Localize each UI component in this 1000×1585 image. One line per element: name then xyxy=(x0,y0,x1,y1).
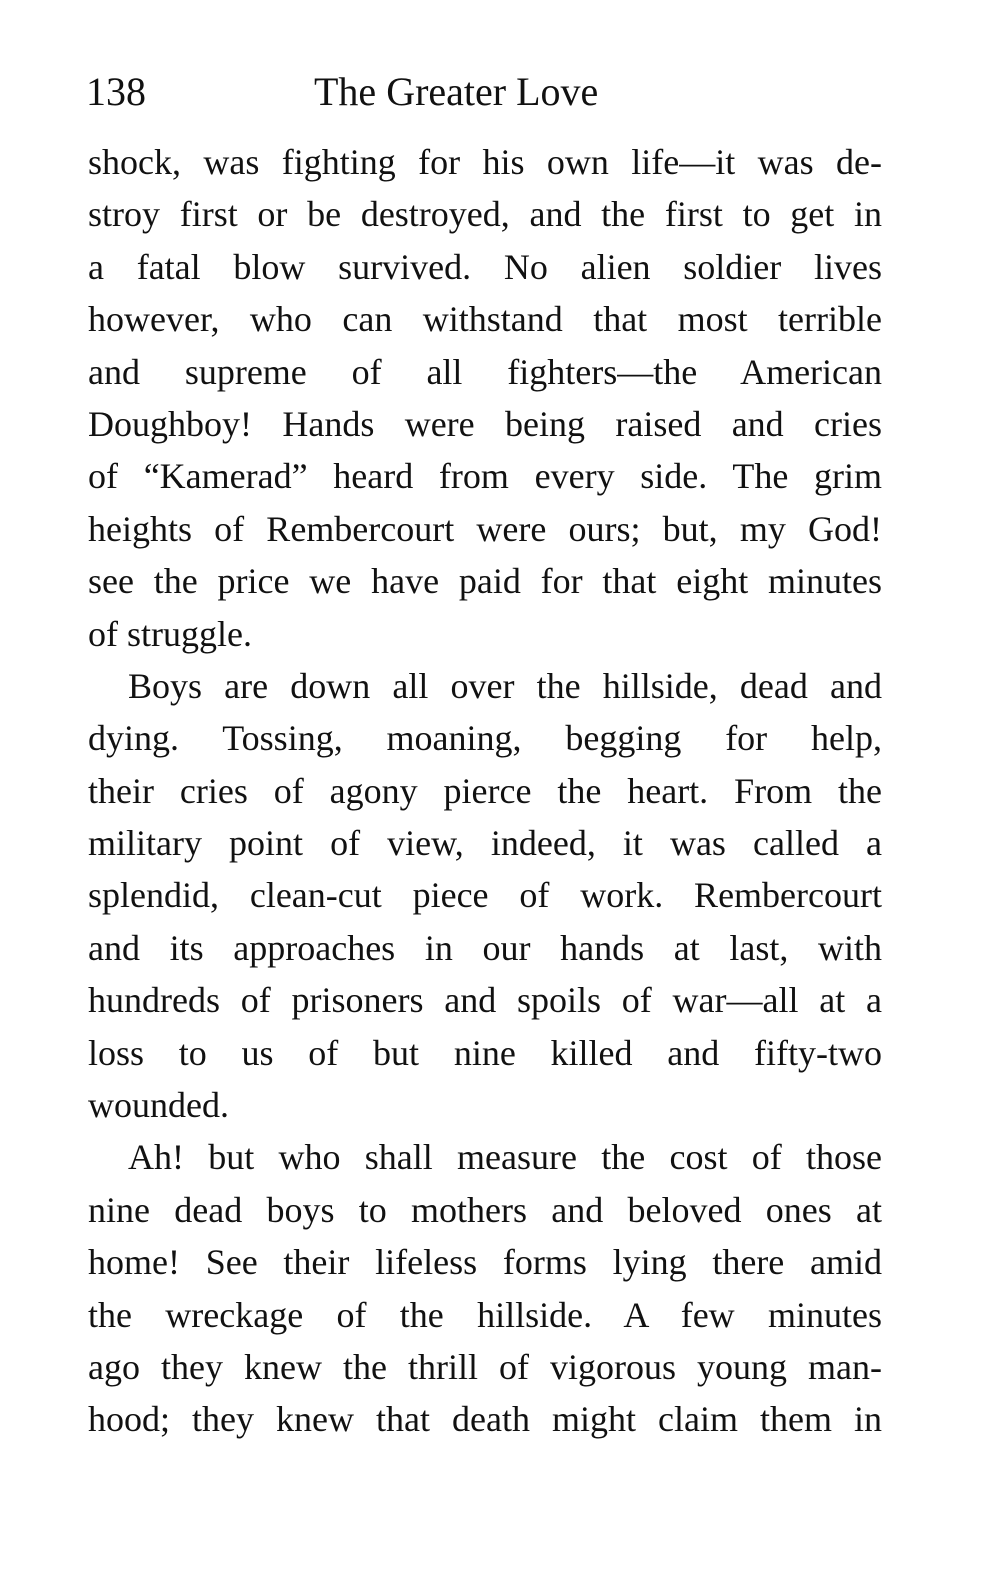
text-line: shock, was fighting for his own life—it was de- xyxy=(88,142,882,182)
running-title: The Greater Love xyxy=(314,69,599,114)
text-line: military point of view, indeed, it was called a xyxy=(88,823,882,864)
text-line: the wreckage of the hillside. A few minutes xyxy=(88,1294,882,1335)
text-line: dying. Tossing, moaning, begging for help, xyxy=(88,718,882,759)
text-line: loss to us of but nine killed and fifty-two xyxy=(88,1032,882,1073)
text-line: and its approaches in our hands at last, with xyxy=(88,927,882,968)
text-line: see the price we have paid for that eight minutes xyxy=(88,561,882,602)
text-line: hood; they knew that death might claim them in xyxy=(88,1399,882,1440)
text-line: their cries of agony pierce the heart. From the xyxy=(88,770,882,811)
text-line: Boys are down all over the hillside, dead and xyxy=(128,665,882,706)
text-line: of struggle. xyxy=(88,613,252,654)
text-line: home! See their lifeless forms lying there amid xyxy=(88,1242,882,1283)
text-line: hundreds of prisoners and spoils of war—all at a xyxy=(88,980,882,1021)
body-text xyxy=(88,136,882,1446)
text-line: ago they knew the thrill of vigorous young man- xyxy=(88,1346,882,1387)
text-line: nine dead boys to mothers and beloved ones at xyxy=(88,1189,882,1230)
running-head xyxy=(86,62,906,122)
text-line: a fatal blow survived. No alien soldier lives xyxy=(88,246,882,287)
page-number: 138 xyxy=(86,69,146,114)
text-line: heights of Rembercourt were ours; but, my God! xyxy=(88,508,882,549)
text-line: Ah! but who shall measure the cost of those xyxy=(128,1137,882,1178)
text-line: stroy first or be destroyed, and the first to get in xyxy=(88,194,882,235)
text-line: of “Kamerad” heard from every side. The grim xyxy=(88,456,882,497)
text-line: splendid, clean-cut piece of work. Rembercourt xyxy=(88,875,882,916)
text-line: however, who can withstand that most terrible xyxy=(88,299,882,340)
text-line: and supreme of all fighters—the American xyxy=(88,351,882,392)
text-line: Doughboy! Hands were being raised and cries xyxy=(88,403,882,444)
text-line: wounded. xyxy=(88,1085,229,1126)
